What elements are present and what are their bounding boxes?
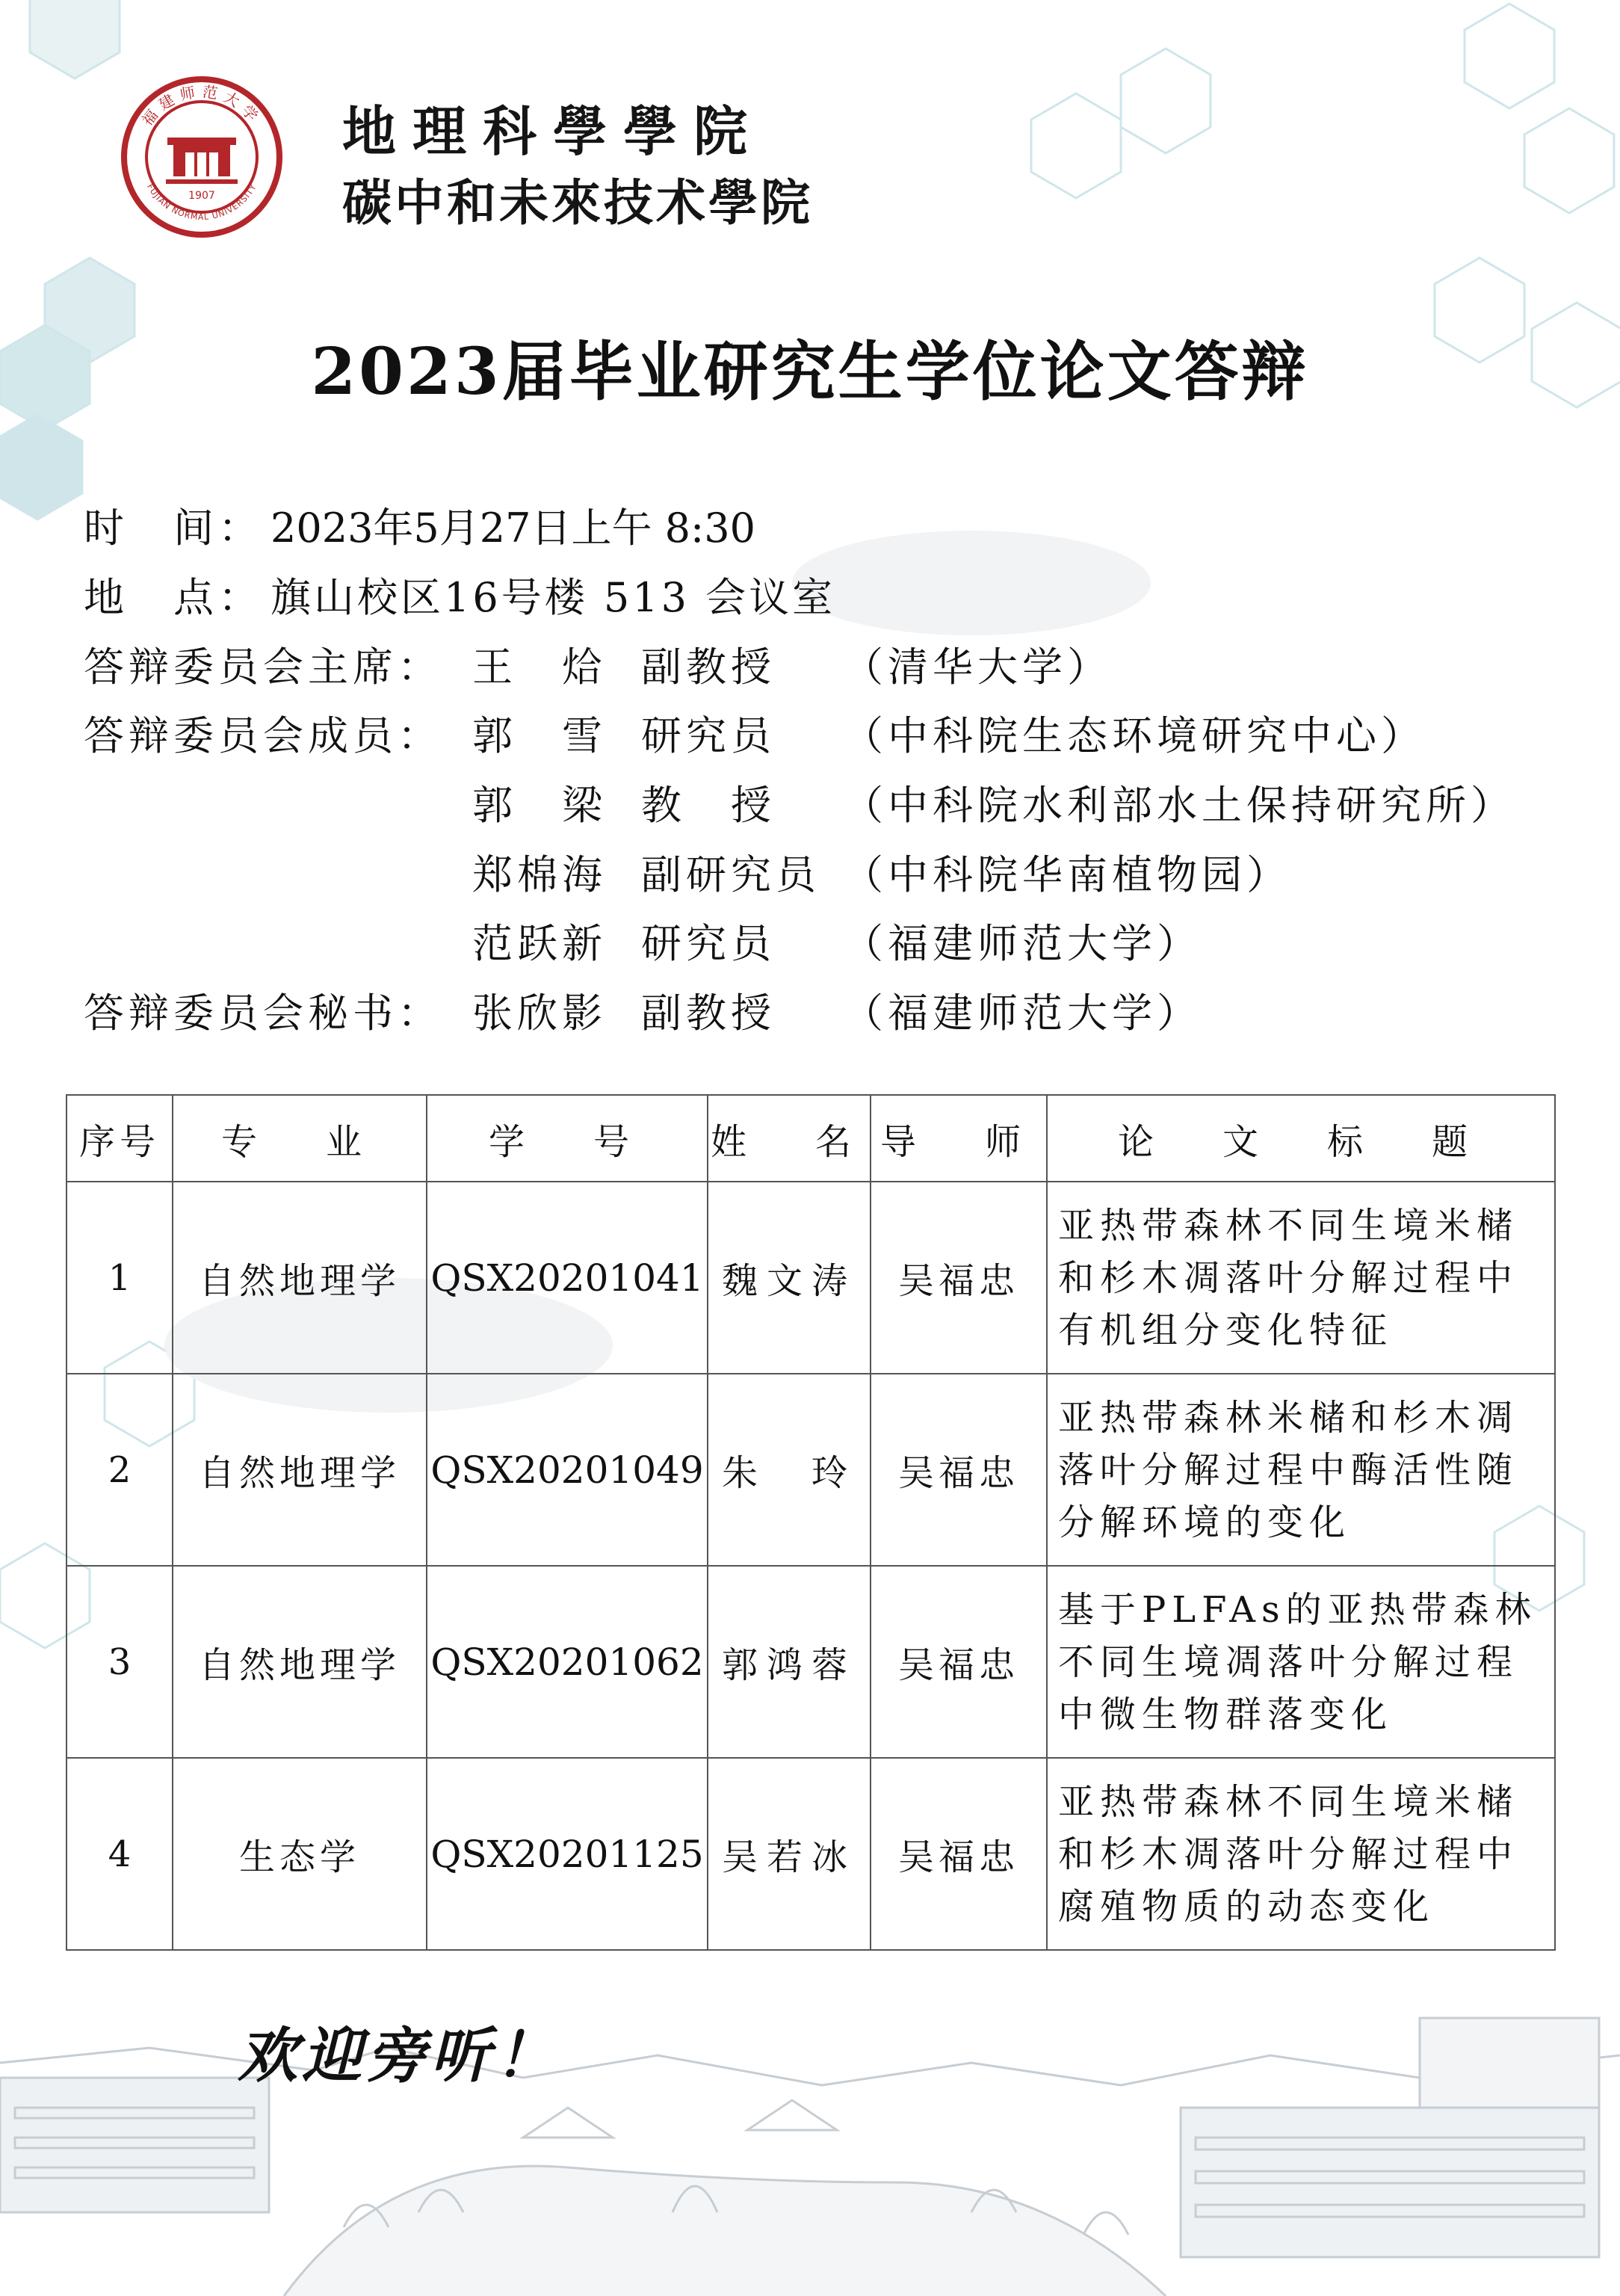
- info-member-row: [0, 774, 1620, 829]
- table-header-row: [67, 1095, 1555, 1182]
- chair-name: 王 烚: [472, 644, 607, 691]
- table-row: [67, 1182, 1555, 1374]
- info-member-row: [0, 843, 1620, 898]
- place-label: 地 点：: [84, 574, 263, 621]
- cell-name: 郭鸿蓉: [708, 1566, 871, 1758]
- info-chair-row: [0, 635, 1620, 691]
- member-title: 教 授: [641, 782, 776, 829]
- cell-name: 朱 玲: [708, 1374, 871, 1566]
- member-name: 郑棉海: [472, 851, 607, 898]
- member-org: （中科院华南植物园）: [843, 851, 1291, 898]
- time-value: 2023年5月27日上午 8:30: [270, 504, 755, 552]
- column-header-thesis-title: 论 文 标 题: [1047, 1095, 1555, 1182]
- page-title: 2023届毕业研究生学位论文答辩: [311, 334, 1309, 410]
- chair-org: （清华大学）: [843, 644, 1112, 691]
- place-value: 旗山校区16号楼 513 会议室: [270, 574, 836, 621]
- info-members-row: [0, 704, 1620, 759]
- cell-student-id: QSX20201049: [427, 1374, 708, 1566]
- cell-name: 魏文涛: [708, 1182, 871, 1374]
- time-label: 时 间：: [84, 504, 263, 552]
- cell-advisor: 吴福忠: [871, 1182, 1047, 1374]
- chair-label: 答辩委员会主席：: [84, 644, 442, 691]
- secretary-title: 副教授: [641, 990, 776, 1037]
- cell-advisor: 吴福忠: [871, 1758, 1047, 1950]
- cell-major: 生态学: [173, 1758, 427, 1950]
- member-org: （福建师范大学）: [843, 920, 1202, 967]
- member-name: 郭 梁: [472, 782, 607, 829]
- member-org: （中科院水利部水土保持研究所）: [843, 782, 1515, 829]
- logo-year: 1907: [188, 190, 215, 202]
- table-row: [67, 1566, 1555, 1758]
- member-name: 范跃新: [472, 920, 607, 967]
- member-org: （中科院生态环境研究中心）: [843, 712, 1426, 759]
- table-row: [67, 1374, 1555, 1566]
- cell-major: 自然地理学: [173, 1374, 427, 1566]
- secretary-org: （福建师范大学）: [843, 990, 1202, 1037]
- info-secretary-row: [0, 981, 1620, 1037]
- welcome-text: 欢迎旁听！: [238, 2020, 559, 2090]
- members-label: 答辩委员会成员：: [84, 712, 442, 759]
- column-header-name: 姓 名: [708, 1095, 871, 1182]
- cell-thesis-title: 基于PLFAs的亚热带森林不同生境凋落叶分解过程中微生物群落变化: [1047, 1566, 1555, 1758]
- cell-advisor: 吴福忠: [871, 1374, 1047, 1566]
- member-name: 郭 雪: [472, 712, 607, 759]
- secretary-label: 答辩委员会秘书：: [84, 990, 442, 1037]
- institution-name-line1: 地理科學學院: [342, 100, 764, 163]
- cell-major: 自然地理学: [173, 1182, 427, 1374]
- member-title: 研究员: [641, 920, 776, 967]
- cell-student-id: QSX20201041: [427, 1182, 708, 1374]
- info-time-row: [0, 496, 1620, 552]
- university-seal-icon: [120, 75, 284, 239]
- logo-arc-text: 福建师范大学: [137, 82, 266, 129]
- column-header-major: 专 业: [173, 1095, 427, 1182]
- column-header-no: 序号: [67, 1095, 173, 1182]
- cell-major: 自然地理学: [173, 1566, 427, 1758]
- member-title: 副研究员: [641, 851, 820, 898]
- institution-name-line2: 碳中和未來技术學院: [342, 174, 813, 232]
- table-row: [67, 1758, 1555, 1950]
- logo-arc-text-en: FUJIAN NORMAL UNIVERSITY: [145, 182, 259, 223]
- cell-student-id: QSX20201062: [427, 1566, 708, 1758]
- member-title: 研究员: [641, 712, 776, 759]
- cell-advisor: 吴福忠: [871, 1566, 1047, 1758]
- cell-thesis-title: 亚热带森林米槠和杉木凋落叶分解过程中酶活性随分解环境的变化: [1047, 1374, 1555, 1566]
- cell-thesis-title: 亚热带森林不同生境米槠和杉木凋落叶分解过程中腐殖物质的动态变化: [1047, 1758, 1555, 1950]
- chair-title: 副教授: [641, 644, 776, 691]
- cell-no: 1: [67, 1182, 173, 1374]
- cell-no: 2: [67, 1374, 173, 1566]
- column-header-advisor: 导 师: [871, 1095, 1047, 1182]
- column-header-student-id: 学 号: [427, 1095, 708, 1182]
- info-place-row: [0, 566, 1620, 621]
- cell-no: 4: [67, 1758, 173, 1950]
- cell-student-id: QSX20201125: [427, 1758, 708, 1950]
- secretary-name: 张欣影: [472, 990, 607, 1037]
- cell-name: 吴若冰: [708, 1758, 871, 1950]
- cell-no: 3: [67, 1566, 173, 1758]
- info-member-row: [0, 912, 1620, 967]
- defense-table: [66, 1094, 1556, 1951]
- cell-thesis-title: 亚热带森林不同生境米槠和杉木凋落叶分解过程中有机组分变化特征: [1047, 1182, 1555, 1374]
